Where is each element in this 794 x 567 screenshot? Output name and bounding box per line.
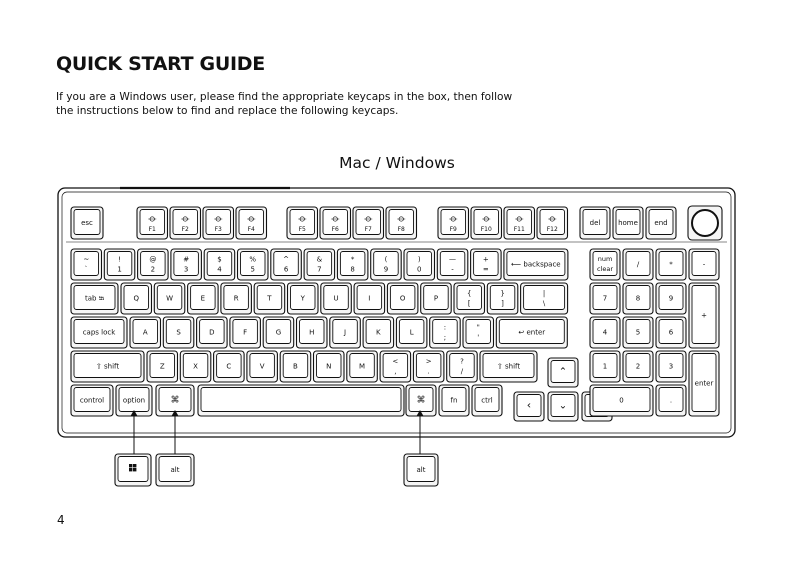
key-n[interactable] [314, 351, 345, 382]
key-right-shift-label: ⇧ shift [496, 362, 521, 371]
key-q[interactable] [121, 283, 152, 314]
key-num-2-label: 2 [635, 362, 641, 371]
rotary-knob[interactable] [688, 206, 722, 240]
key-m[interactable] [347, 351, 378, 382]
key-b-label: B [293, 362, 298, 371]
key-number-0[interactable] [404, 249, 435, 280]
key-num-0-label: 0 [619, 396, 624, 405]
key-u-label: U [333, 294, 339, 303]
key-num-1[interactable] [590, 351, 620, 382]
key-arrow-left-label: ‹ [526, 398, 532, 412]
key-bpunct-2-bottom: / [460, 367, 464, 376]
key-i[interactable] [354, 283, 385, 314]
key-f5-label: F5 [298, 226, 306, 233]
key-g[interactable] [263, 317, 294, 348]
key-v[interactable] [247, 351, 278, 382]
key-num-plus-label: + [701, 311, 707, 320]
key-num-6[interactable] [656, 317, 686, 348]
key-control[interactable] [71, 385, 113, 416]
key-a-label: A [142, 328, 148, 337]
key-bpunct-1-bottom: . [427, 367, 430, 376]
key-bracket-1-top: } [500, 289, 505, 298]
key-number-6-bottom: 6 [283, 265, 289, 274]
key-command-right-label: ⌘ [416, 395, 426, 406]
key-number-2-bottom: 2 [150, 265, 156, 274]
key-k[interactable] [363, 317, 394, 348]
key-b[interactable] [280, 351, 311, 382]
key-f1[interactable] [137, 207, 168, 239]
key-end[interactable] [646, 207, 676, 239]
key-t[interactable] [254, 283, 285, 314]
key-space[interactable] [198, 385, 404, 416]
key-num-enter[interactable] [689, 351, 719, 416]
key-l[interactable] [396, 317, 427, 348]
key-f9-label: F9 [449, 226, 457, 233]
key-d-label: D [209, 328, 215, 337]
key-x-label: X [193, 362, 198, 371]
keycap-alt-left[interactable] [156, 454, 194, 486]
key-number-6-top: ^ [283, 255, 289, 264]
key-control-label: control [79, 396, 105, 405]
key-num-3-label: 3 [668, 362, 674, 371]
key-bracket-0-top: { [467, 289, 472, 298]
key-right-shift[interactable] [480, 351, 537, 382]
key-bpunct-0-top: < [392, 357, 399, 366]
key-number-8-top: * [350, 255, 355, 264]
key-f[interactable] [230, 317, 261, 348]
key-caps-lock-label: caps lock [82, 328, 116, 337]
key-number-1[interactable] [104, 249, 135, 280]
key-num-5-label: 5 [635, 328, 641, 337]
key-number-5[interactable] [238, 249, 269, 280]
key-f10-label: F10 [480, 226, 492, 233]
key-num-enter-label: enter [694, 379, 714, 388]
key-number-1-bottom: 1 [117, 265, 122, 274]
key-backspace-label: ⟵ backspace [511, 260, 561, 269]
key-num-0[interactable] [590, 385, 653, 416]
key-bpunct-2-top: ? [460, 357, 464, 366]
key-w-label: W [166, 294, 174, 303]
key-fn-label: fn [450, 396, 458, 405]
key-arrow-left[interactable] [514, 392, 544, 421]
key-esc-label: esc [81, 219, 93, 227]
key-m-label: M [359, 362, 366, 371]
key-h-label: H [309, 328, 315, 337]
key-punct-0[interactable] [430, 317, 461, 348]
key-number-`-top: ~ [83, 255, 90, 264]
key-number-8[interactable] [337, 249, 368, 280]
key-p[interactable] [421, 283, 452, 314]
key-bpunct-1[interactable] [413, 351, 444, 382]
key-number-1-top: ! [118, 255, 121, 264]
key-command-left-label: ⌘ [170, 395, 180, 406]
key-num-op-0[interactable] [623, 249, 653, 280]
key-f3[interactable] [203, 207, 234, 239]
key-f11[interactable] [504, 207, 535, 239]
key-w[interactable] [154, 283, 185, 314]
key-enter-label: ↩ enter [518, 328, 546, 337]
key-number-3[interactable] [171, 249, 202, 280]
key-z[interactable] [147, 351, 178, 382]
key-g-label: G [275, 328, 282, 337]
keycap-alt-right-label: alt [416, 466, 426, 474]
key-num-9[interactable] [656, 283, 686, 314]
key-number-4-top: $ [217, 255, 222, 264]
key-r-label: R [233, 294, 239, 303]
key-number-=-top: + [482, 255, 489, 264]
key-f5[interactable] [287, 207, 318, 239]
key-bracket-1[interactable] [487, 283, 518, 314]
key-punct-0-bottom: ; [443, 333, 447, 342]
key-number-7[interactable] [304, 249, 335, 280]
key-del[interactable] [580, 207, 610, 239]
key-punct-0-top: : [443, 323, 447, 332]
key-left-shift[interactable] [71, 351, 144, 382]
key-v-label: V [259, 362, 265, 371]
key-number-0-bottom: 0 [417, 265, 422, 274]
page-number: 4 [57, 513, 65, 527]
key-number-3-bottom: 3 [183, 265, 189, 274]
key-num-dot[interactable] [656, 385, 686, 416]
key-f8-label: F8 [397, 226, 405, 233]
key-tab-label: tab ⭾ [85, 294, 104, 303]
key-num-7[interactable] [590, 283, 620, 314]
key-z-label: Z [159, 362, 165, 371]
key-bpunct-0-bottom: , [394, 367, 397, 376]
key-number---top: — [449, 255, 457, 264]
key-num-op-2[interactable] [689, 249, 719, 280]
key-arrow-down-label: ⌄ [558, 400, 568, 412]
key-end-label: end [654, 219, 668, 227]
keycap-alt-right[interactable] [404, 454, 438, 486]
intro-line-2: the instructions below to find and replace the following keycaps. [56, 105, 399, 117]
key-q-label: Q [133, 294, 140, 303]
key-number-7-top: & [316, 255, 323, 264]
key-home[interactable] [613, 207, 643, 239]
key-y[interactable] [288, 283, 319, 314]
key-bpunct-1-top: > [425, 357, 432, 366]
key-j-label: J [344, 328, 347, 337]
key-o[interactable] [387, 283, 418, 314]
key-num-4[interactable] [590, 317, 620, 348]
key-num-7-label: 7 [602, 294, 608, 303]
key-f9[interactable] [438, 207, 469, 239]
page-title: QUICK START GUIDE [56, 53, 265, 75]
key-punct-1-top: " [476, 323, 480, 332]
key-bracket-0[interactable] [454, 283, 485, 314]
key-f10[interactable] [471, 207, 502, 239]
key-k-label: K [376, 328, 381, 337]
key-h[interactable] [297, 317, 328, 348]
key-num-2[interactable] [623, 351, 653, 382]
key-number-2[interactable] [138, 249, 169, 280]
key-arrow-up[interactable] [548, 358, 578, 387]
key-y-label: Y [300, 294, 305, 303]
key-num-clear[interactable] [590, 249, 620, 280]
key-num-op-1-label: * [669, 260, 673, 269]
key-number-3-top: # [183, 255, 190, 264]
key-u[interactable] [321, 283, 352, 314]
key-number--[interactable] [437, 249, 468, 280]
key-s-label: S [176, 328, 181, 337]
key-number-0-top: ) [417, 255, 421, 264]
key-num-5[interactable] [623, 317, 653, 348]
key-c[interactable] [214, 351, 245, 382]
key-num-6-label: 6 [668, 328, 674, 337]
key-f12[interactable] [537, 207, 568, 239]
key-del-label: del [589, 219, 601, 227]
key-f8[interactable] [386, 207, 417, 239]
key-f1-label: F1 [148, 226, 156, 233]
key-number-9[interactable] [371, 249, 402, 280]
key-f6[interactable] [320, 207, 351, 239]
key-number-=[interactable] [471, 249, 502, 280]
key-num-clear-bottom: clear [596, 265, 614, 273]
key-num-op-2-label: - [702, 260, 706, 269]
key-command-right[interactable] [406, 385, 436, 416]
keycap-alt-left-label: alt [170, 466, 180, 474]
key-bracket-2-bottom: \ [542, 299, 546, 308]
key-num-op-1[interactable] [656, 249, 686, 280]
key-f4-label: F4 [247, 226, 255, 233]
key-p-label: P [433, 294, 439, 303]
key-l-label: L [409, 328, 414, 337]
key-number-`-bottom: ` [84, 265, 88, 274]
key-e-label: E [200, 294, 206, 303]
key-f2[interactable] [170, 207, 201, 239]
key-f6-label: F6 [331, 226, 339, 233]
key-number-`[interactable] [71, 249, 102, 280]
key-number---bottom: - [451, 265, 454, 274]
key-s[interactable] [163, 317, 194, 348]
key-f12-label: F12 [546, 226, 558, 233]
key-punct-1-bottom: ' [477, 333, 480, 342]
key-num-dot-label: . [669, 396, 673, 405]
key-esc[interactable] [71, 207, 103, 239]
key-option-label: option [122, 396, 146, 405]
key-number-5-bottom: 5 [250, 265, 255, 274]
key-o-label: O [399, 294, 406, 303]
key-c-label: C [226, 362, 232, 371]
key-bpunct-0[interactable] [380, 351, 411, 382]
key-j[interactable] [330, 317, 361, 348]
key-i-label: I [368, 294, 371, 303]
key-fn[interactable] [439, 385, 469, 416]
key-number-6[interactable] [271, 249, 302, 280]
key-enter[interactable] [496, 317, 567, 348]
key-bracket-0-bottom: [ [467, 299, 471, 308]
key-bracket-2[interactable] [521, 283, 568, 314]
key-t-label: T [267, 294, 272, 303]
keycap-windows [115, 454, 151, 486]
key-number-5-top: % [249, 255, 257, 264]
key-f7-label: F7 [364, 226, 372, 233]
key-num-4-label: 4 [602, 328, 608, 337]
key-num-clear-top: num [597, 255, 613, 263]
key-bpunct-2[interactable] [447, 351, 478, 382]
key-f4[interactable] [236, 207, 267, 239]
key-n-label: N [326, 362, 332, 371]
key-a[interactable] [130, 317, 161, 348]
key-arrow-up-label: ⌃ [558, 366, 568, 378]
key-num-1-label: 1 [602, 362, 608, 371]
key-number-4[interactable] [204, 249, 235, 280]
key-num-op-0-label: / [636, 260, 640, 269]
key-num-8-label: 8 [635, 294, 641, 303]
key-caps-lock[interactable] [71, 317, 127, 348]
key-home-label: home [618, 219, 638, 227]
key-number-=-bottom: = [482, 265, 489, 274]
key-bracket-1-bottom: ] [501, 299, 504, 308]
key-num-9-label: 9 [668, 294, 674, 303]
key-backspace[interactable] [504, 249, 568, 280]
key-arrow-down[interactable] [548, 392, 578, 421]
key-f-label: F [243, 328, 248, 337]
key-bracket-2-top: | [542, 289, 546, 298]
key-number-9-top: ( [384, 255, 388, 264]
key-number-2-top: @ [149, 255, 157, 264]
key-num-8[interactable] [623, 283, 653, 314]
key-punct-1[interactable] [463, 317, 494, 348]
key-number-4-bottom: 4 [217, 265, 222, 274]
key-tab[interactable] [71, 283, 118, 314]
key-r[interactable] [221, 283, 252, 314]
key-d[interactable] [197, 317, 228, 348]
key-f11-label: F11 [513, 226, 525, 233]
key-num-3[interactable] [656, 351, 686, 382]
key-num-plus[interactable] [689, 283, 719, 348]
layout-label: Mac / Windows [339, 154, 455, 172]
key-number-7-bottom: 7 [317, 265, 322, 274]
key-ctrl[interactable] [472, 385, 502, 416]
key-e[interactable] [188, 283, 219, 314]
key-number-9-bottom: 9 [383, 265, 389, 274]
intro-line-1: If you are a Windows user, please find the appropriate keycaps in the box, then follow [56, 91, 513, 103]
key-f3-label: F3 [214, 226, 222, 233]
key-x[interactable] [180, 351, 211, 382]
key-ctrl-label: ctrl [481, 396, 493, 405]
key-f2-label: F2 [181, 226, 189, 233]
key-left-shift-label: ⇧ shift [95, 362, 120, 371]
key-number-8-bottom: 8 [350, 265, 355, 274]
key-f7[interactable] [353, 207, 384, 239]
